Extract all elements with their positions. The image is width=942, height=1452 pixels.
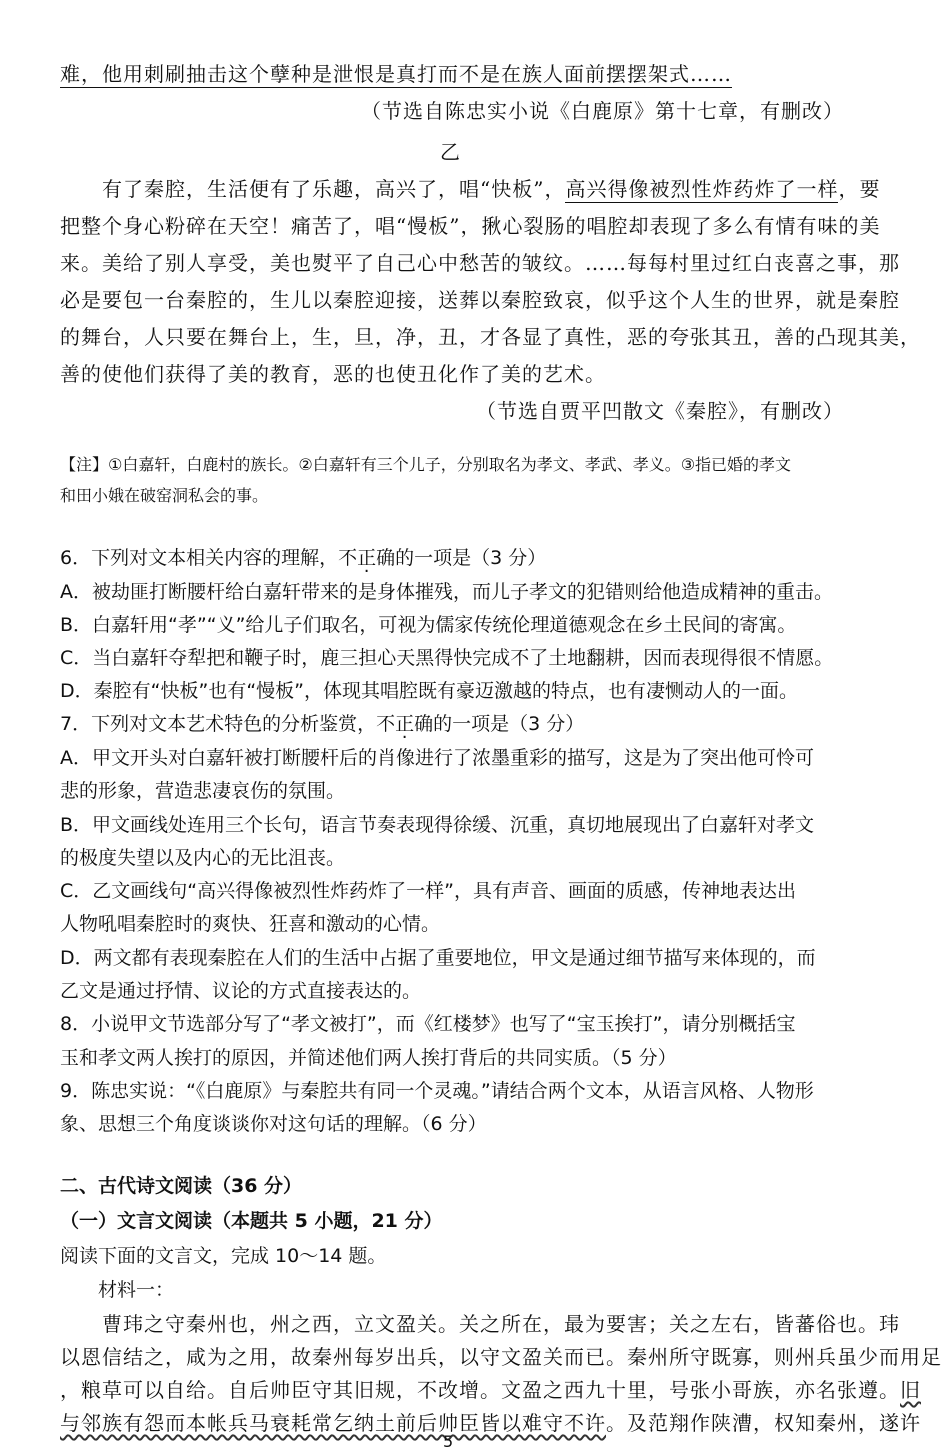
page-number: 5	[443, 1432, 454, 1451]
question-6-option-d: D．秦腔有“快板”也有“慢板”，体现其唱腔既有豪迈激越的特点，也有凄恻动人的一面。	[60, 680, 799, 702]
classical-text-line: ，粮草可以自给。自后帅臣守其旧规，不改增。文盈之西九十里，号张小哥族，亦名张遵。旧	[60, 1378, 921, 1402]
question-7-option-a-cont: 悲的形象，营造悲凄哀伤的氛围。	[60, 780, 346, 802]
emphasis-dots: 不正确	[376, 713, 434, 735]
passage-jia-source: （节选自陈忠实小说《白鹿原》第十七章，有删改）	[361, 99, 844, 123]
classical-text-line: 与邻族有怨而本帐兵马衰耗常乞纳土前后帅臣皆以难守不许。及范翔作陕漕，权知秦州，遂许	[60, 1411, 921, 1435]
passage-yi-line: 必是要包一台秦腔的，生儿以秦腔迎接，送葬以秦腔致哀，似乎这个人生的世界，就是秦腔	[60, 288, 900, 312]
classical-text-line: 以恩信结之，咸为之用，故秦州每岁出兵，以守文盈关而已。秦州所守既寡，则州兵虽少而用足	[60, 1345, 942, 1369]
question-9-cont: 象、思想三个角度谈谈你对这句话的理解。（6 分）	[60, 1113, 487, 1135]
underlined-sentence: 高兴得像被烈性炸药炸了一样	[565, 177, 839, 201]
material-label: 材料一：	[60, 1279, 175, 1301]
passage-yi-source: （节选自贾平凹散文《秦腔》，有删改）	[476, 399, 844, 423]
section-subtitle: （一）文言文阅读（本题共 5 小题，21 分）	[60, 1210, 443, 1232]
passage-yi-line: 善的使他们获得了美的教育，恶的也使丑化作了美的艺术。	[60, 362, 606, 386]
wavy-underlined-text: 与邻族有怨而本帐兵马衰耗常乞纳土前后帅臣皆以难守不许	[60, 1411, 606, 1435]
passage-jia-line	[60, 58, 732, 87]
underlined-sentence: 难，他用刺刷抽击这个孽种是泄恨是真打而不是在族人面前摆摆架式……	[60, 62, 732, 86]
passage-yi-line: 来。美给了别人享受，美也熨平了自己心中愁苦的皱纹。……每每村里过红白丧喜之事，那	[60, 251, 900, 275]
question-8-cont: 玉和孝文两人挨打的原因，并简述他们两人挨打背后的共同实质。（5 分）	[60, 1047, 677, 1069]
emphasis-dots: 不正确	[338, 547, 396, 569]
question-7-option-b-cont: 的极度失望以及内心的无比沮丧。	[60, 847, 346, 869]
passage-yi-line: 的舞台，人只要在舞台上，生，旦，净，丑，才各显了真性，恶的夸张其丑，善的凸现其美，	[60, 325, 921, 349]
question-7-option-c: C．乙文画线句“高兴得像被烈性炸药炸了一样”，具有声音、画面的质感，传神地表达出	[60, 880, 796, 902]
question-7-option-d-cont: 乙文是通过抒情、议论的方式直接表达的。	[60, 980, 422, 1002]
question-7-option-c-cont: 人物吼唱秦腔时的爽快、狂喜和激动的心情。	[60, 913, 441, 935]
wavy-underlined-text: 旧	[900, 1378, 921, 1402]
section-title: 二、古代诗文阅读（36 分）	[60, 1175, 303, 1197]
section-instruction: 阅读下面的文言文，完成 10～14 题。	[60, 1245, 387, 1267]
question-7-option-d: D．两文都有表现秦腔在人们的生活中占据了重要地位，甲文是通过细节描写来体现的，而	[60, 947, 816, 969]
passage-yi-line: 有了秦腔，生活便有了乐趣，高兴了，唱“快板”，高兴得像被烈性炸药炸了一样，要	[60, 177, 881, 201]
question-7-option-b: B．甲文画线处连用三个长句，语言节奏表现得徐缓、沉重，真切地展现出了白嘉轩对孝文	[60, 814, 815, 836]
annotation-line: 和田小娥在破窑洞私会的事。	[60, 486, 269, 505]
question-6-option-b: B．白嘉轩用“孝”“义”给儿子们取名，可视为儒家传统伦理道德观念在乡土民间的寄寓。	[60, 614, 797, 636]
passage-yi-line: 把整个身心粉碎在天空！痛苦了，唱“慢板”，揪心裂肠的唱腔却表现了多么有情有味的美	[60, 214, 881, 238]
question-6-option-c: C．当白嘉轩夺犁把和鞭子时，鹿三担心天黑得快完成不了土地翻耕，因而表现得很不情愿。	[60, 647, 834, 669]
passage-yi-title: 乙	[440, 140, 461, 164]
question-7-stem: 7．下列对文本艺术特色的分析鉴赏，不正确的一项是（3 分）	[60, 713, 585, 735]
question-9: 9．陈忠实说：“《白鹿原》与秦腔共有同一个灵魂。”请结合两个文本，从语言风格、人物形	[60, 1080, 814, 1102]
question-8: 8．小说甲文节选部分写了“孝文被打”，而《红楼梦》也写了“宝玉挨打”，请分别概括宝	[60, 1013, 796, 1035]
classical-text-line: 曹玮之守秦州也，州之西，立文盈关。关之所在，最为要害；关之左右，皆蕃俗也。玮	[60, 1312, 900, 1336]
question-6-stem: 6．下列对文本相关内容的理解，不正确的一项是（3 分）	[60, 547, 547, 569]
question-7-option-a: A．甲文开头对白嘉轩被打断腰杆后的肖像进行了浓墨重彩的描写，这是为了突出他可怜可	[60, 747, 814, 769]
question-6-option-a: A．被劫匪打断腰杆给白嘉轩带来的是身体摧残，而儿子孝文的犯错则给他造成精神的重击。	[60, 581, 833, 603]
annotation-line: 【注】①白嘉轩，白鹿村的族长。②白嘉轩有三个儿子，分别取名为孝文、孝武、孝义。③指已婚的孝文	[60, 455, 792, 474]
